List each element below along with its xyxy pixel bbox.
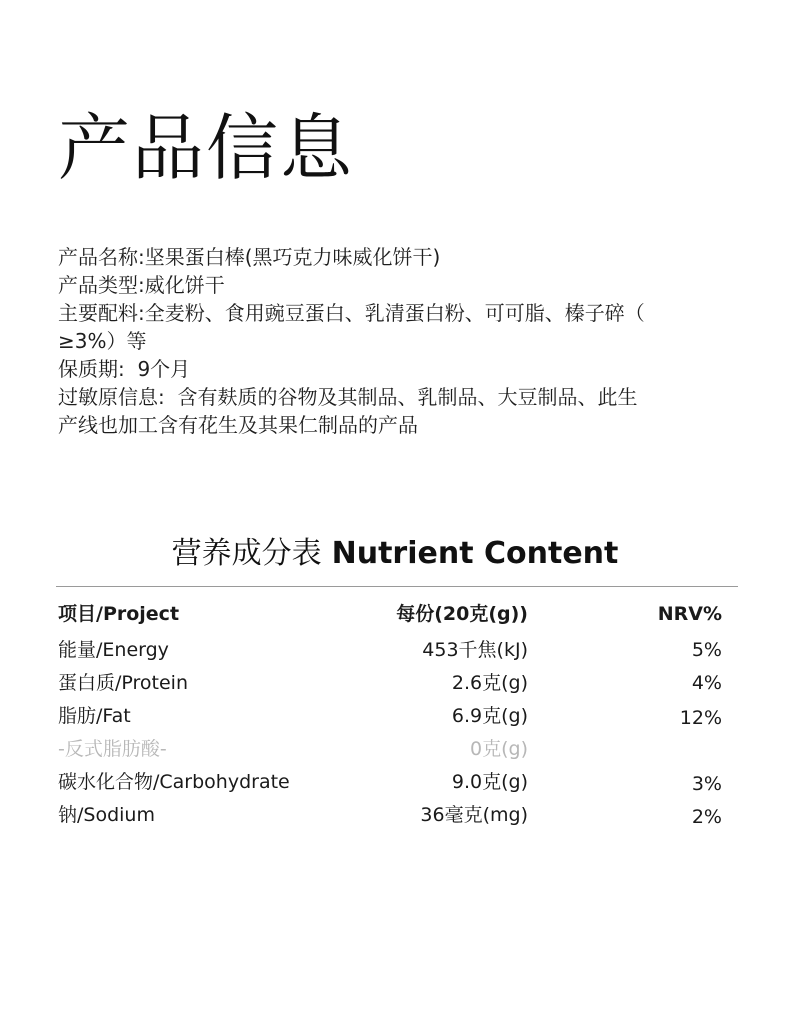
row-amount: 2.6克(g) <box>451 672 528 694</box>
nutrition-heading <box>0 534 790 574</box>
row-name: 脂肪/Fat <box>58 705 131 727</box>
row-nrv: 12% <box>679 707 722 729</box>
table-row <box>58 799 728 832</box>
row-amount: 6.9克(g) <box>451 705 528 727</box>
table-row-sub <box>58 733 728 766</box>
table-header <box>58 596 728 634</box>
header-nrv: NRV% <box>657 603 722 625</box>
info-allergens-cont: 产线也加工含有花生及其果仁制品的产品 <box>58 413 418 437</box>
nutrition-heading-cn: 营养成分表 <box>171 536 322 571</box>
table-row <box>58 766 728 799</box>
row-amount: 9.0克(g) <box>451 771 528 793</box>
row-nrv: 4% <box>691 672 722 694</box>
row-nrv: 2% <box>691 806 722 828</box>
table-row <box>58 634 728 667</box>
info-shelf-life: 保质期: 9个月 <box>58 357 191 381</box>
header-per-serving: 每份(20克(g)) <box>396 603 528 625</box>
row-name: 碳水化合物/Carbohydrate <box>58 771 290 793</box>
nutrition-heading-en: Nutrient Content <box>331 536 619 571</box>
product-info <box>58 243 718 439</box>
row-amount: 453千焦(kJ) <box>422 639 528 661</box>
row-name: 能量/Energy <box>58 639 169 661</box>
row-nrv: 3% <box>691 773 722 795</box>
row-name: 蛋白质/Protein <box>58 672 189 694</box>
row-amount: 36毫克(mg) <box>420 804 528 826</box>
info-allergens: 过敏原信息: 含有麸质的谷物及其制品、乳制品、大豆制品、此生 <box>58 385 638 409</box>
table-row <box>58 700 728 733</box>
header-project: 项目/Project <box>58 603 180 625</box>
divider <box>56 586 738 587</box>
row-amount: 0克(g) <box>470 738 528 760</box>
info-ingredients-cont: ≥3%）等 <box>58 329 147 353</box>
row-name: 钠/Sodium <box>58 804 155 826</box>
info-product-name: 产品名称:坚果蛋白棒(黑巧克力味威化饼干) <box>58 245 441 269</box>
table-row <box>58 667 728 700</box>
page-title: 产品信息 <box>58 106 355 190</box>
info-ingredients: 主要配料:全麦粉、食用豌豆蛋白、乳清蛋白粉、可可脂、榛子碎（ <box>58 301 645 325</box>
row-nrv: 5% <box>691 639 722 661</box>
nutrition-table <box>58 596 728 832</box>
row-name: -反式脂肪酸- <box>58 738 167 760</box>
info-product-type: 产品类型:威化饼干 <box>58 273 225 297</box>
